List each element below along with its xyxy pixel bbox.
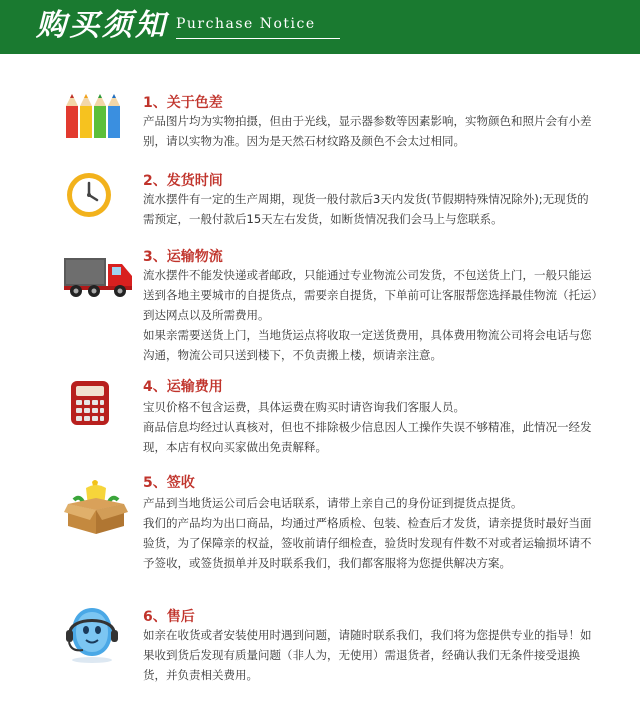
pencils-icon	[64, 92, 126, 140]
package-icon	[64, 478, 128, 536]
section-body	[143, 625, 598, 685]
section-body	[143, 265, 598, 365]
section-paragraph: 流水摆件不能发快递或者邮政，只能通过专业物流公司发货，不包送货上门，一般只能运送到各地主要城市的自提货点，需要亲自提货，下单前可让客服帮您选择最佳物流（托运）到达网点以及所需费用。	[143, 268, 598, 322]
section-paragraph: 我们的产品均为出口商品，均通过严格质检、包装、检查后才发货，请亲提货时最好当面验货，为了保障亲的权益，签收前请仔细检查，验货时发现有件数不对或者运输损坏请不予签收，或签货损单并及时联系我们，我们都客服将为您提供解决方案。	[143, 516, 592, 570]
section-paragraph: 流水摆件有一定的生产周期，现货一般付款后3天内发货(节假期特殊情况除外);无现货的需预定，一般付款后15天左右发货，如断货情况我们会马上与您联系。	[143, 192, 589, 226]
section-title: 2、发货时间	[143, 173, 223, 189]
section-paragraph: 产品图片均为实物拍摄，但由于光线，显示器参数等因素影响，实物颜色和照片会有小差别，请以实物为准。因为是天然石材纹路及颜色不会太过相同。	[143, 114, 592, 148]
section-title: 3、运输物流	[143, 249, 223, 265]
section-paragraph: 产品到当地货运公司后会电话联系，请带上亲自己的身份证到提货点提货。	[143, 496, 523, 510]
section-paragraph: 宝贝价格不包含运费，具体运费在购买时请咨询我们客服人员。	[143, 400, 465, 414]
section-title: 1、关于色差	[143, 95, 223, 111]
customer-service-icon	[64, 604, 120, 664]
section-title: 5、签收	[143, 475, 195, 491]
section-title: 4、运输费用	[143, 379, 223, 395]
clock-icon	[66, 172, 112, 218]
truck-icon	[62, 254, 134, 298]
calculator-icon	[70, 380, 110, 426]
subtitle-underline	[176, 38, 340, 39]
header-banner	[0, 0, 640, 54]
section-title: 6、售后	[143, 609, 195, 625]
section-body	[143, 397, 598, 457]
page-subtitle: Purchase Notice	[176, 16, 316, 32]
section-body	[143, 111, 598, 151]
section-paragraph: 如亲在收货或者安装使用时遇到问题，请随时联系我们，我们将为您提供专业的指导！如果收到货后发现有质量问题（非人为，无使用）需退货者，经确认我们无条件接受退换货，并负责相关费用。	[143, 628, 592, 682]
section-paragraph: 商品信息均经过认真核对，但也不排除极少信息因人工操作失误不够精准，此情况一经发现，本店有权向买家做出免责解释。	[143, 420, 592, 454]
section-body	[143, 493, 598, 573]
page-title: 购买须知	[36, 8, 168, 43]
section-body	[143, 189, 598, 229]
section-paragraph: 如果亲需要送货上门，当地货运点将收取一定送货费用，具体费用物流公司将会电话与您沟通，物流公司只送到楼下，不负责搬上楼，烦请亲注意。	[143, 328, 592, 362]
